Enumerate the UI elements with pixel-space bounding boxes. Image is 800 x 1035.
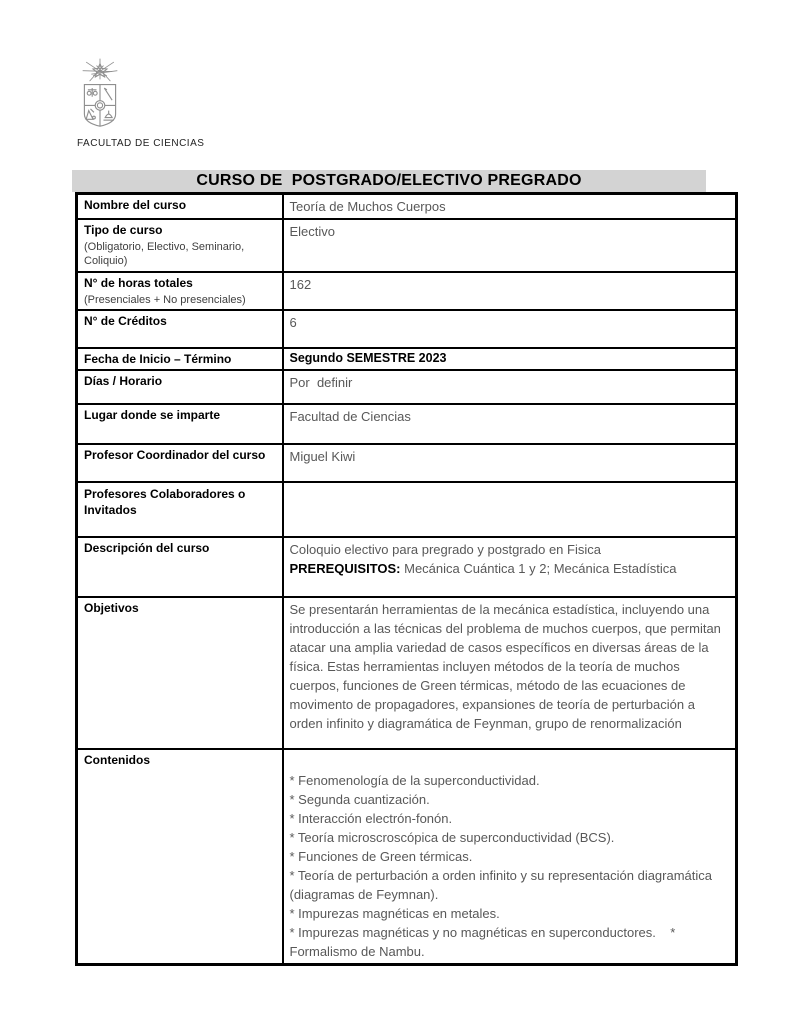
objectives-text: Se presentarán herramientas de la mecánica estadística, incluyendo una introducción a las técnicas del problema de muchos cuerpos, que permitan atacar una amplia variedad de casos específicos en diversas áreas de la física. Estas herramientas incluyen métodos de la teoría de muchos cuerpos, funciones de Green térmicas, método de las ecuaciones de movimento de propagadores, expansiones de teoría de perturbación a orden infinito y diagramática de Feynman, grupo de renormalización xyxy=(289,601,725,731)
table-row xyxy=(77,597,737,749)
description-line: Coloquio electivo para pregrado y postgrado en Fisica xyxy=(289,541,601,557)
course-info-table xyxy=(75,192,738,966)
contents-item: * Impurezas magnéticas en metales. xyxy=(289,905,500,921)
row-label: Fecha de Inicio – Término xyxy=(84,351,232,366)
prerequisites-text: Mecánica Cuántica 1 y 2; Mecánica Estadística xyxy=(400,560,677,576)
row-label-note: (Obligatorio, Electivo, Seminario, Coliquio) xyxy=(84,241,245,268)
coordinator-value: Miguel Kiwi xyxy=(289,448,356,464)
table-row xyxy=(77,444,737,482)
total-hours-value: 162 xyxy=(289,276,312,292)
contents-item: * Interacción electrón-fonón. xyxy=(289,810,453,826)
row-label: Profesor Coordinador del curso xyxy=(84,447,266,462)
table-row xyxy=(77,310,737,348)
row-label-note: (Presenciales + No presenciales) xyxy=(84,293,246,306)
table-row xyxy=(77,404,737,444)
row-label: Lugar donde se imparte xyxy=(84,407,221,422)
row-label: Contenidos xyxy=(84,752,150,767)
prerequisites-line xyxy=(290,559,730,578)
contents-list xyxy=(290,752,730,961)
table-row xyxy=(77,348,737,370)
course-type-value: Electivo xyxy=(289,224,336,239)
row-label: N° de Créditos xyxy=(84,313,167,328)
course-name-value: Teoría de Muchos Cuerpos xyxy=(289,199,446,214)
contents-item: * Teoría de perturbación a orden infinito y su representación diagramática (diagramas de Feymnan). xyxy=(289,867,716,902)
table-row xyxy=(77,749,737,965)
table-row xyxy=(77,272,737,310)
contents-item: * Fenomenología de la superconductividad. xyxy=(289,772,540,788)
contents-item: * Teoría microscroscópica de superconductividad (BCS). xyxy=(289,829,615,845)
faculty-caption: FACULTAD DE CIENCIAS xyxy=(77,138,205,149)
table-row xyxy=(77,194,737,220)
contents-item: * Segunda cuantización. xyxy=(289,791,430,807)
row-label: Descripción del curso xyxy=(84,540,210,555)
row-label: Objetivos xyxy=(84,600,139,615)
document-title-band xyxy=(72,170,706,192)
row-label: N° de horas totales xyxy=(84,275,193,290)
table-row xyxy=(77,537,737,597)
prerequisites-label: PREREQUISITOS: xyxy=(289,560,401,576)
row-label: Nombre del curso xyxy=(84,198,187,212)
row-label: Tipo de curso xyxy=(84,223,163,237)
location-value: Facultad de Ciencias xyxy=(289,408,411,424)
table-row xyxy=(77,370,737,404)
table-row xyxy=(77,482,737,537)
contents-item: * Impurezas magnéticas y no magnéticas en superconductores. * Formalismo de Nambu. xyxy=(289,924,679,959)
table-row xyxy=(77,219,737,272)
contents-item: * Funciones de Green térmicas. xyxy=(289,848,473,864)
credits-value: 6 xyxy=(289,314,297,330)
university-crest-icon xyxy=(74,56,126,134)
page-title: CURSO DE POSTGRADO/ELECTIVO PREGRADO xyxy=(196,172,582,189)
row-label: Profesores Colaboradores o Invitados xyxy=(84,486,246,518)
schedule-value: Por definir xyxy=(289,374,353,390)
row-label: Días / Horario xyxy=(84,373,163,388)
semester-value: Segundo SEMESTRE 2023 xyxy=(289,350,447,365)
